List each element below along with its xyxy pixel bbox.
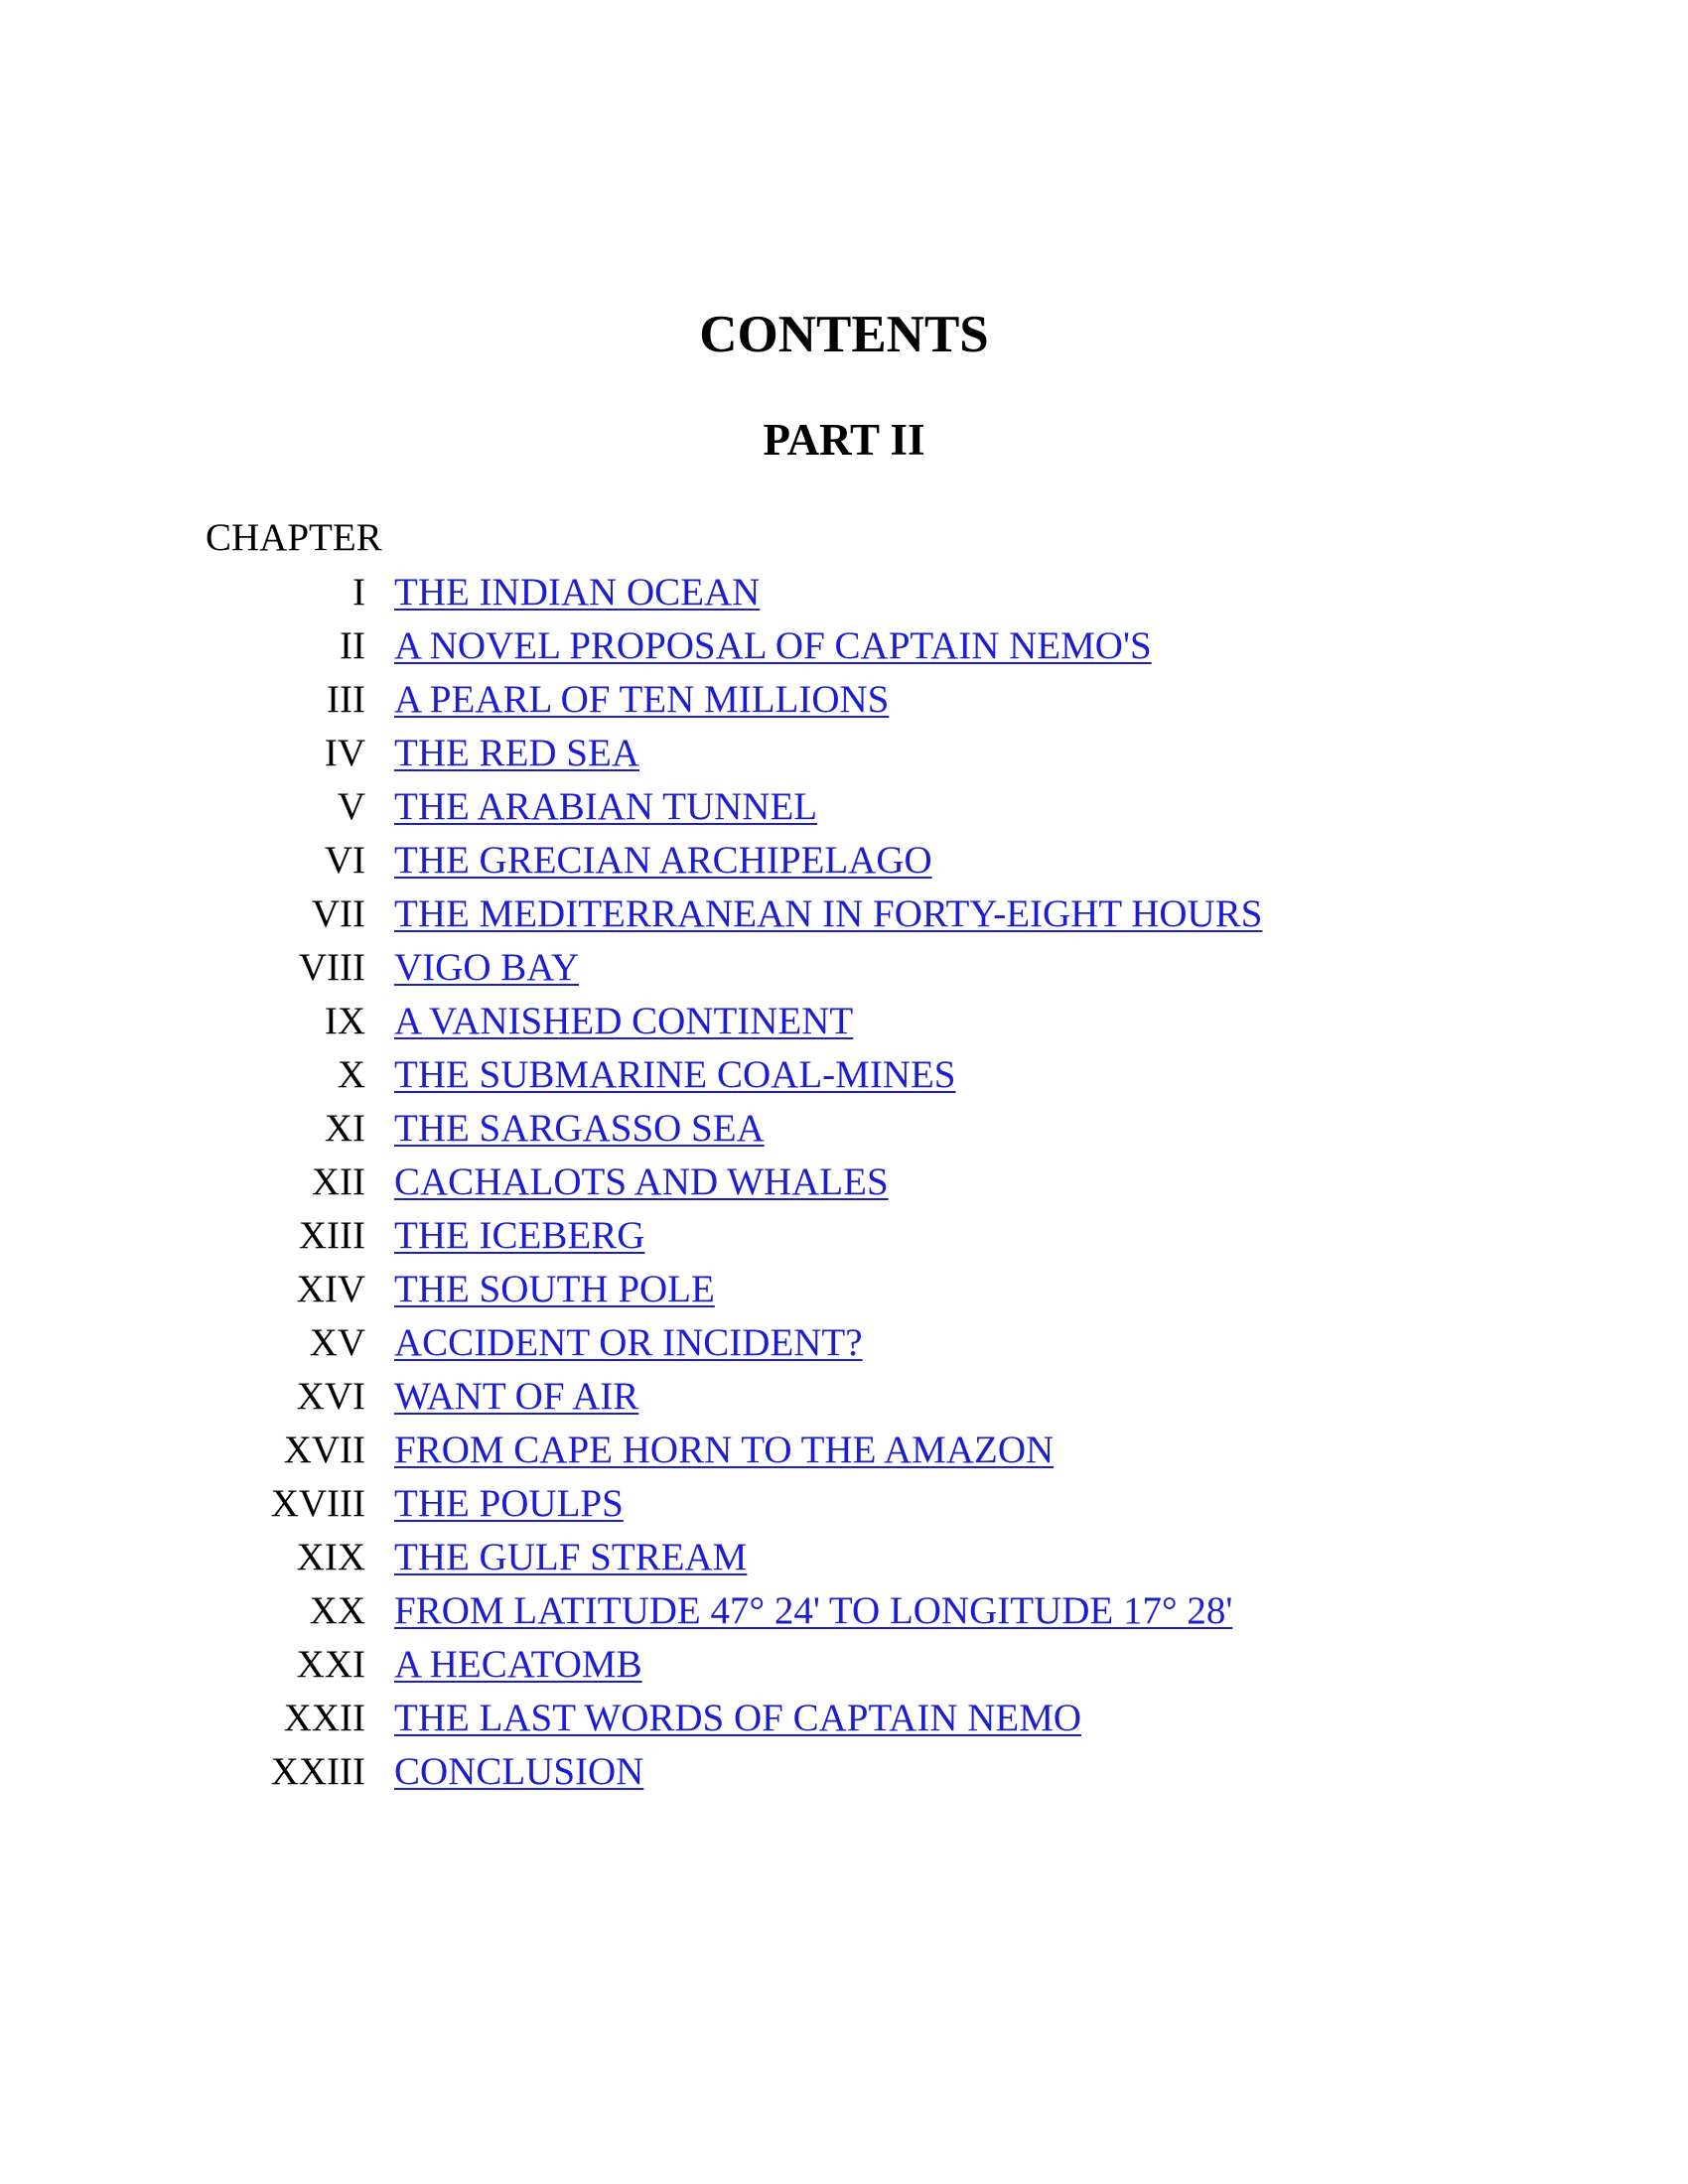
chapter-number: X [337, 1053, 365, 1096]
chapter-link[interactable]: THE SUBMARINE COAL-MINES [394, 1053, 956, 1096]
chapter-number: XI [324, 1107, 365, 1150]
toc-row [0, 1263, 1688, 1316]
chapter-link[interactable]: VIGO BAY [394, 946, 579, 989]
chapter-link[interactable]: THE ARABIAN TUNNEL [394, 785, 818, 828]
toc-row [0, 1102, 1688, 1156]
table-of-contents [0, 566, 1688, 1799]
toc-row [0, 1209, 1688, 1263]
chapter-number: VI [324, 839, 365, 882]
chapter-link[interactable]: WANT OF AIR [394, 1375, 639, 1418]
toc-row [0, 1477, 1688, 1531]
chapter-link[interactable]: THE LAST WORDS OF CAPTAIN NEMO [394, 1697, 1082, 1739]
toc-row [0, 619, 1688, 673]
chapter-link[interactable]: CONCLUSION [394, 1750, 644, 1793]
chapter-number: III [327, 678, 365, 721]
chapter-link[interactable]: CACHALOTS AND WHALES [394, 1160, 889, 1203]
chapter-number: XVI [296, 1375, 365, 1418]
chapter-link[interactable]: THE RED SEA [394, 732, 639, 774]
chapter-number: V [337, 785, 365, 828]
contents-title: CONTENTS [699, 306, 989, 363]
chapter-link[interactable]: THE SARGASSO SEA [394, 1107, 765, 1150]
chapter-link[interactable]: A NOVEL PROPOSAL OF CAPTAIN NEMO'S [394, 624, 1152, 667]
chapter-number: IV [324, 732, 365, 774]
chapter-number: XV [309, 1321, 365, 1364]
toc-row [0, 1424, 1688, 1477]
chapter-number: XXIII [270, 1750, 365, 1793]
chapter-link[interactable]: THE GRECIAN ARCHIPELAGO [394, 839, 932, 882]
chapter-number: XIX [296, 1536, 365, 1578]
toc-row [0, 995, 1688, 1048]
chapter-link[interactable]: THE MEDITERRANEAN IN FORTY-EIGHT HOURS [394, 892, 1263, 935]
toc-row [0, 1692, 1688, 1745]
chapter-number: XIII [298, 1214, 365, 1257]
toc-row [0, 1048, 1688, 1102]
toc-row [0, 887, 1688, 941]
chapter-number: XX [309, 1589, 365, 1632]
toc-row [0, 1531, 1688, 1584]
toc-row [0, 1156, 1688, 1209]
chapter-number: XIV [296, 1268, 365, 1310]
toc-row [0, 1370, 1688, 1424]
chapter-number: IX [324, 1000, 365, 1042]
chapter-number: VII [311, 892, 365, 935]
chapter-number: XXII [283, 1697, 365, 1739]
toc-row [0, 1638, 1688, 1692]
chapter-number: II [340, 624, 365, 667]
chapter-link[interactable]: A PEARL OF TEN MILLIONS [394, 678, 890, 721]
chapter-link[interactable]: THE INDIAN OCEAN [394, 571, 761, 614]
toc-row [0, 834, 1688, 887]
part-heading: PART II [763, 415, 925, 465]
chapter-link[interactable]: FROM LATITUDE 47° 24' TO LONGITUDE 17° 28' [394, 1589, 1233, 1632]
chapter-number: VIII [298, 946, 365, 989]
toc-row [0, 941, 1688, 995]
toc-row [0, 727, 1688, 780]
toc-row [0, 1745, 1688, 1799]
toc-row [0, 1584, 1688, 1638]
chapter-link[interactable]: A HECATOMB [394, 1643, 642, 1686]
chapter-column-label: CHAPTER [206, 516, 382, 559]
chapter-number: XII [311, 1160, 365, 1203]
toc-row [0, 673, 1688, 727]
chapter-link[interactable]: FROM CAPE HORN TO THE AMAZON [394, 1429, 1055, 1471]
toc-row [0, 780, 1688, 834]
chapter-number: I [352, 571, 365, 614]
toc-row [0, 1316, 1688, 1370]
chapter-link[interactable]: THE GULF STREAM [394, 1536, 748, 1578]
chapter-number: XXI [296, 1643, 365, 1686]
chapter-number: XVIII [270, 1482, 365, 1525]
chapter-link[interactable]: ACCIDENT OR INCIDENT? [394, 1321, 863, 1364]
chapter-link[interactable]: THE SOUTH POLE [394, 1268, 715, 1310]
toc-row [0, 566, 1688, 619]
chapter-link[interactable]: THE POULPS [394, 1482, 624, 1525]
chapter-number: XVII [283, 1429, 365, 1471]
chapter-link[interactable]: THE ICEBERG [394, 1214, 645, 1257]
chapter-link[interactable]: A VANISHED CONTINENT [394, 1000, 854, 1042]
